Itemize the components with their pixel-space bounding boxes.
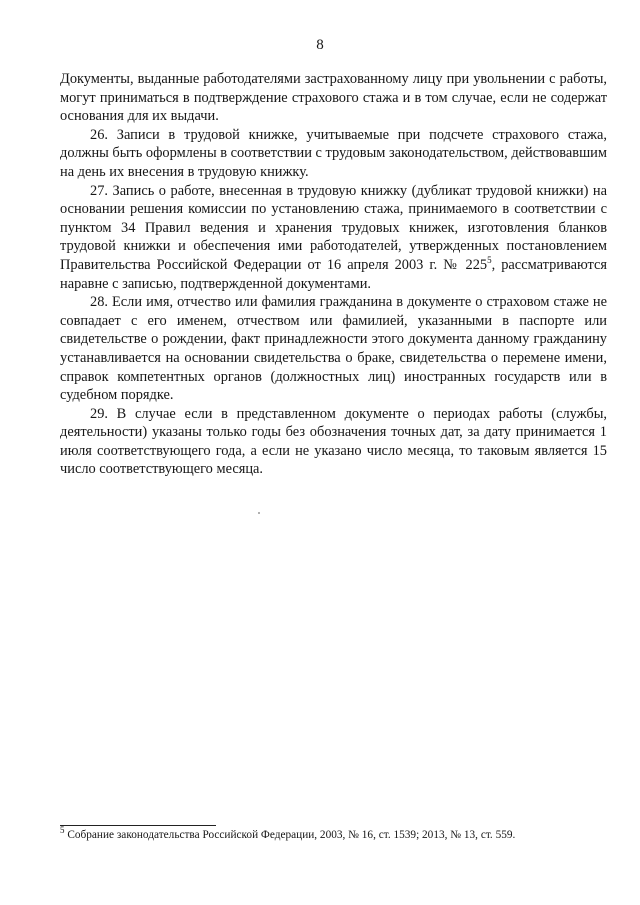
paragraph-27 <box>60 182 607 294</box>
footnote-reference: 5 <box>487 255 492 266</box>
scan-speck <box>258 512 260 514</box>
footnote-marker: 5 <box>60 825 65 836</box>
paragraph-27-text-end: , рассматриваются наравне с записью, подтвержденной документами. <box>60 256 607 292</box>
paragraph-26: 26. Записи в трудовой книжке, учитываемые при подсчете страхового стажа, должны быть оформлены в соответствии с трудовым законодательством, действовавшим на день их внесения в трудовую книжку. <box>60 126 607 180</box>
footnote-text: Собрание законодательства Российской Федерации, 2003, № 16, ст. 1539; 2013, № 13, ст. 559. <box>64 829 516 841</box>
page-number: 8 <box>316 37 324 53</box>
footnote-separator <box>60 825 216 826</box>
paragraph-continuation: Документы, выданные работодателями застрахованному лицу при увольнении с работы, могут приниматься в подтверждение страхового стажа и в том случае, если не содержат основания для их выдачи. <box>60 71 607 125</box>
paragraph-27-text-start: 27. Запись о работе, внесенная в трудовую книжку (дубликат трудовой книжки) на основании решения комиссии по установлению стажа, принимаемого в соответствии с пунктом 34 Правил ведения и хранения трудовых книжек, изготовления бланков трудовой книжки и обеспечения ими работодателей, утвержденных постановлением Правительства Российской Федерации от 16 апреля 2003 г. № 225 <box>60 182 607 273</box>
footnote <box>60 825 607 842</box>
paragraph-29: 29. В случае если в представленном документе о периодах работы (службы, деятельности) указаны только годы без обозначения точных дат, за дату принимается 1 июля соответствующего года, а если не указано число месяца, то таковым является 15 число соответствующего месяца. <box>60 405 607 478</box>
paragraph-28: 28. Если имя, отчество или фамилия гражданина в документе о страховом стаже не совпадает с его именем, отчеством или фамилией, указанными в паспорте или свидетельстве о рождении, факт принадлежности этого документа данному гражданину устанавливается на основании свидетельства о браке, свидетельства о перемене имени, справок компетентных органов (должностных лиц) иностранных государств или в судебном порядке. <box>60 294 607 404</box>
document-body <box>60 70 607 479</box>
